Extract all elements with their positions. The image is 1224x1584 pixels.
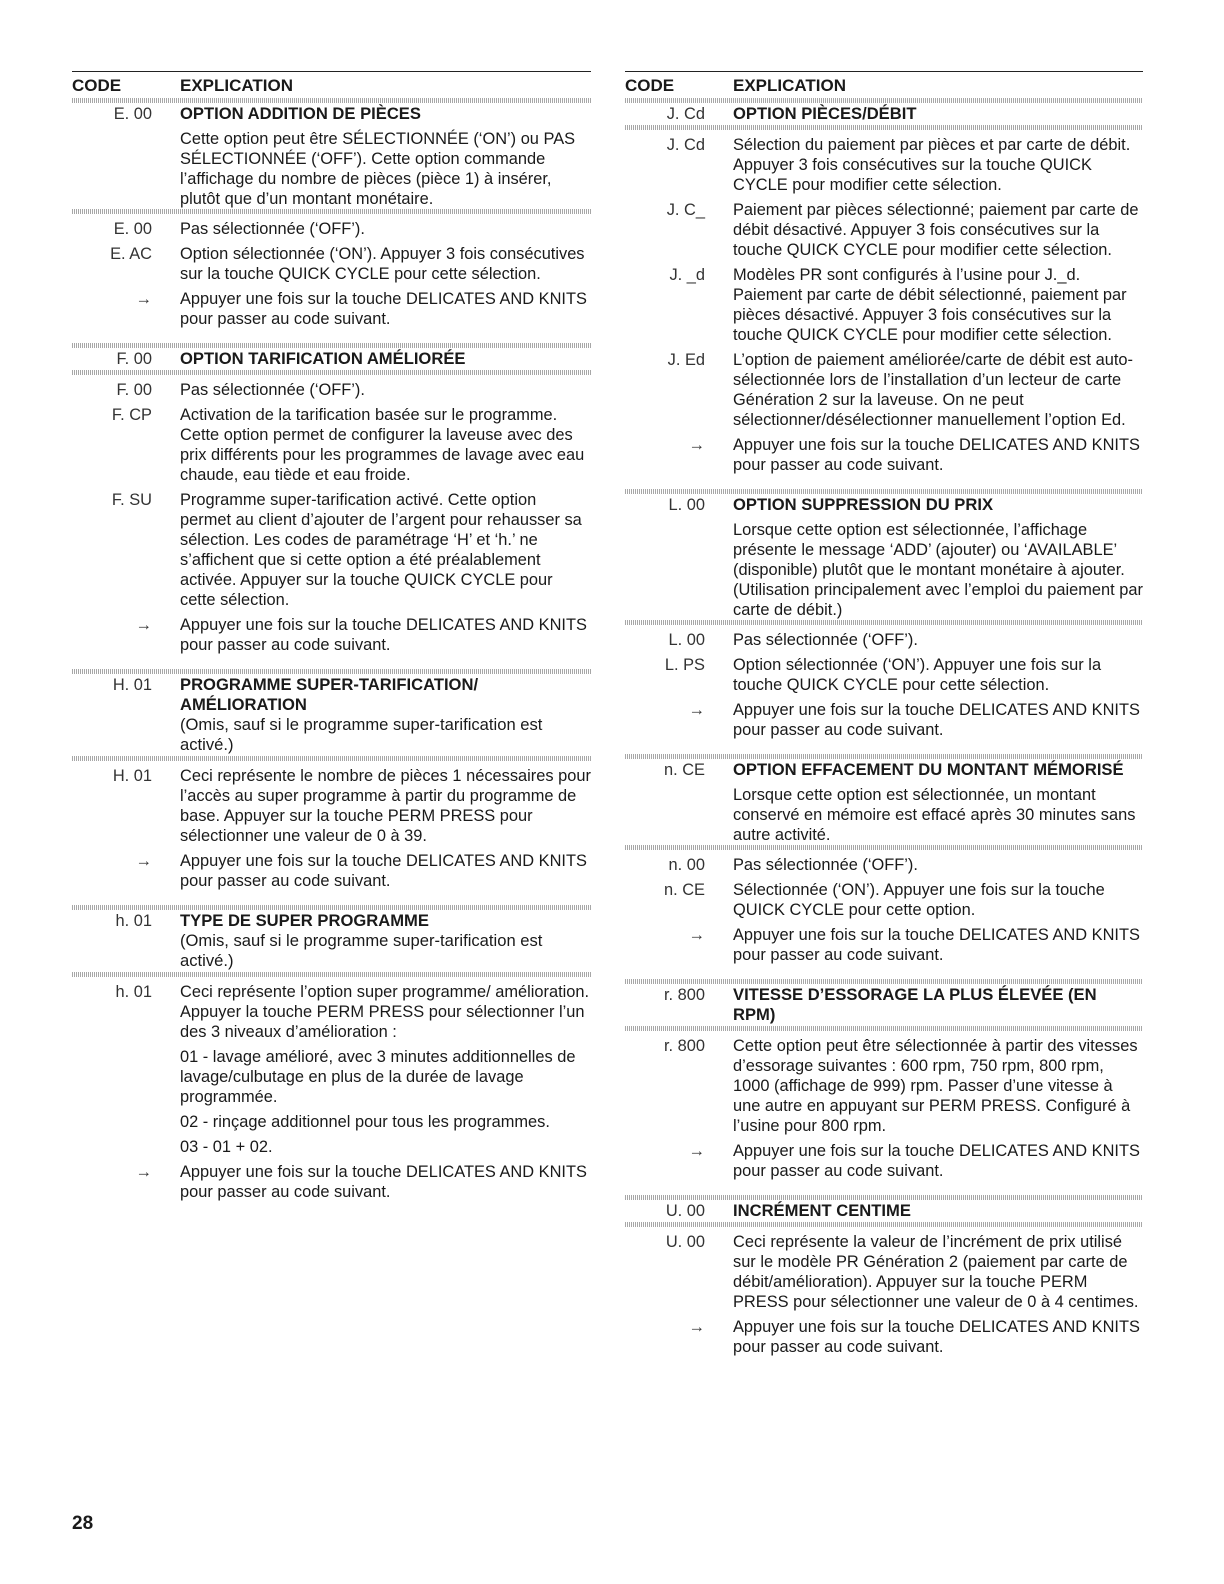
setting-code [72, 1137, 180, 1157]
divider [72, 370, 591, 375]
setting-row [72, 244, 591, 284]
code-section [625, 489, 1143, 740]
divider [72, 972, 591, 977]
setting-description: Appuyer une fois sur la touche DELICATES AND KNITS pour passer au code suivant. [733, 1318, 1140, 1356]
setting-code: H. 01 [112, 767, 152, 785]
setting-description: Option sélectionnée (‘ON’). Appuyer une fois sur la touche QUICK CYCLE pour cette sélection. [733, 656, 1102, 694]
section-code: n. CE [664, 761, 705, 779]
section-title-row [72, 910, 591, 972]
divider [625, 1222, 1143, 1227]
setting-row [72, 615, 591, 655]
code-column-header: CODE [72, 76, 122, 95]
setting-row [625, 630, 1143, 650]
code-column-header: CODE [625, 76, 675, 95]
setting-description: Pas sélectionnée (‘OFF’). [180, 220, 365, 238]
setting-description: Appuyer une fois sur la touche DELICATES AND KNITS pour passer au code suivant. [180, 290, 587, 328]
divider [625, 1026, 1143, 1031]
section-note: (Omis, sauf si le programme super-tarification est activé.) [180, 715, 543, 754]
setting-row [625, 1141, 1143, 1181]
setting-row [72, 380, 591, 400]
section-title-row [625, 494, 1143, 516]
setting-description: L’option de paiement améliorée/carte de débit est auto-sélectionnée lors de l’installation d’un lecteur de carte Génération 2 sur la laveuse. On ne peut sélectionner/désélectionner manuellement l’option Ed. [733, 351, 1134, 429]
setting-description: Activation de la tarification basée sur le programme. Cette option permet de configurer la laveuse avec des prix différents pour les programmes de lavage avec eau chaude, eau tiède et eau froide. [180, 406, 585, 484]
setting-row [72, 405, 591, 485]
setting-description: Ceci représente le nombre de pièces 1 nécessaires pour l’accès au super programme à partir du programme de base. Appuyer sur la touche PERM PRESS pour sélectionner une valeur de 0 à 39. [180, 767, 591, 845]
setting-row [625, 700, 1143, 740]
section-title-row [625, 1200, 1143, 1222]
section-title-cell [180, 104, 591, 124]
divider [625, 1195, 1143, 1200]
setting-row [72, 1137, 591, 1157]
section-title-row [625, 103, 1143, 125]
setting-row [625, 655, 1143, 695]
setting-description: Cette option peut être sélectionnée à partir des vitesses d’essorage suivantes : 600 rpm, 750 rpm, 800 rpm, 1000 (affichage de 999) rpm. Passer d’une vitesse à une autre en appuyant sur PERM PRESS. Configuré à l’usine pour 800 rpm. [733, 1037, 1138, 1135]
divider [625, 125, 1143, 130]
setting-row [72, 851, 591, 891]
empty-code-cell [72, 129, 180, 209]
setting-code: F. CP [111, 406, 152, 424]
setting-row [625, 880, 1143, 920]
setting-row [72, 982, 591, 1042]
section-title-cell [733, 985, 1143, 1025]
table-header [72, 71, 591, 98]
section-title-cell [733, 104, 1143, 124]
section-code: H. 01 [112, 676, 152, 694]
section-note: (Omis, sauf si le programme super-tarification est activé.) [180, 931, 543, 970]
setting-row [72, 1047, 591, 1107]
code-section [72, 905, 591, 1202]
setting-description: Pas sélectionnée (‘OFF’). [733, 631, 918, 649]
setting-row [625, 265, 1143, 345]
section-intro-row [72, 129, 591, 209]
divider [72, 756, 591, 761]
setting-description: Sélection du paiement par pièces et par carte de débit. Appuyer 3 fois consécutives sur la touche QUICK CYCLE pour modifier cette sélection. [733, 136, 1131, 194]
code-section [625, 1195, 1143, 1357]
explanation-column-header: EXPLICATION [733, 76, 847, 95]
section-code: h. 01 [115, 912, 152, 930]
setting-description: Appuyer une fois sur la touche DELICATES AND KNITS pour passer au code suivant. [733, 701, 1140, 739]
section-title: PROGRAMME SUPER-TARIFICATION/ AMÉLIORATION [180, 675, 479, 714]
divider [625, 489, 1143, 494]
arrow-icon: → [135, 616, 152, 634]
setting-description: Programme super-tarification activé. Cette option permet au client d’ajouter de l’argent pour rehausser sa sélection. Les codes de paramétrage ‘H’ et ‘h.’ ne s’affichent que si cette option a été préalablement activée. Appuyer sur la touche QUICK CYCLE pour cette sélection. [180, 491, 582, 609]
section-title: OPTION PIÈCES/DÉBIT [733, 104, 917, 123]
setting-description: Pas sélectionnée (‘OFF’). [733, 856, 918, 874]
divider [72, 98, 591, 103]
setting-row [625, 1232, 1143, 1312]
setting-description: 01 - lavage amélioré, avec 3 minutes additionnelles de lavage/culbutage en plus de la durée de lavage programmée. [180, 1048, 576, 1106]
section-title: INCRÉMENT CENTIME [733, 1201, 911, 1220]
divider [72, 669, 591, 674]
setting-description: Modèles PR sont configurés à l’usine pour J._d. Paiement par carte de débit sélectionné, paiement par pièces désactivé. Appuyer 3 fois consécutives sur la touche QUICK CYCLE pour modifier cette sélection. [733, 266, 1127, 344]
section-title-cell [180, 349, 591, 369]
setting-code: r. 800 [663, 1037, 705, 1055]
arrow-icon: → [688, 926, 705, 944]
setting-row [625, 855, 1143, 875]
arrow-icon: → [688, 436, 705, 454]
section-title-row [625, 984, 1143, 1026]
setting-code: F. 00 [116, 381, 152, 399]
section-title-cell [180, 911, 591, 971]
right-column [625, 71, 1143, 1371]
arrow-icon: → [135, 290, 152, 308]
divider [625, 845, 1143, 850]
section-code: J. Cd [666, 105, 705, 123]
setting-description: Appuyer une fois sur la touche DELICATES AND KNITS pour passer au code suivant. [180, 1163, 587, 1201]
setting-description: 03 - 01 + 02. [180, 1138, 273, 1156]
section-code: E. 00 [113, 105, 152, 123]
empty-code-cell [625, 520, 733, 620]
section-title: VITESSE D’ESSORAGE LA PLUS ÉLEVÉE (EN RPM) [733, 985, 1097, 1024]
setting-description: Ceci représente la valeur de l’incrément de prix utilisé sur le modèle PR Génération 2 (paiement par carte de débit/amélioration). Appuyer sur la touche PERM PRESS pour sélectionner une valeur de 0 à 4 centimes. [733, 1233, 1139, 1311]
section-title-row [625, 759, 1143, 781]
section-intro-row [625, 785, 1143, 845]
code-section [625, 754, 1143, 965]
setting-code: J. Cd [666, 136, 705, 154]
setting-code [72, 1047, 180, 1107]
section-title-cell [733, 1201, 1143, 1221]
setting-description: Paiement par pièces sélectionné; paiement par carte de débit désactivé. Appuyer 3 fois consécutives sur la touche QUICK CYCLE pour modifier cette sélection. [733, 201, 1139, 259]
setting-description: Pas sélectionnée (‘OFF’). [180, 381, 365, 399]
section-intro: Cette option peut être SÉLECTIONNÉE (‘ON’) ou PAS SÉLECTIONNÉE (‘OFF’). Cette option commande l’affichage du nombre de pièces (pièce 1) à insérer, plutôt que d’un montant monétaire. [180, 130, 576, 208]
table-header [625, 71, 1143, 98]
arrow-icon: → [135, 852, 152, 870]
setting-row [625, 1036, 1143, 1136]
section-intro: Lorsque cette option est sélectionnée, l’affichage présente le message ‘ADD’ (ajouter) ou ‘AVAILABLE’ (disponible) plutôt que le montant monétaire à ajouter. (Utilisation principalement avec l’emploi du paiement par carte de débit.) [733, 521, 1143, 619]
setting-row [625, 925, 1143, 965]
section-code: F. 00 [116, 350, 152, 368]
setting-code: L. PS [664, 656, 705, 674]
setting-row [625, 200, 1143, 260]
setting-code: L. 00 [668, 631, 705, 649]
setting-code: J. _d [669, 266, 705, 284]
setting-description: Appuyer une fois sur la touche DELICATES AND KNITS pour passer au code suivant. [180, 616, 587, 654]
explanation-column-header: EXPLICATION [180, 76, 294, 95]
setting-code: J. C_ [666, 201, 705, 219]
divider [625, 979, 1143, 984]
setting-row [625, 435, 1143, 475]
divider [72, 343, 591, 348]
divider [625, 754, 1143, 759]
section-title: OPTION TARIFICATION AMÉLIORÉE [180, 349, 466, 368]
arrow-icon: → [688, 701, 705, 719]
setting-code: J. Ed [667, 351, 705, 369]
section-title-row [72, 348, 591, 370]
section-intro: Lorsque cette option est sélectionnée, un montant conservé en mémoire est effacé après 30 minutes sans autre activité. [733, 786, 1136, 844]
arrow-icon: → [135, 1163, 152, 1181]
setting-code: F. SU [111, 491, 152, 509]
setting-description: Option sélectionnée (‘ON’). Appuyer 3 fois consécutives sur la touche QUICK CYCLE pour cette sélection. [180, 245, 585, 283]
section-title-cell [733, 495, 1143, 515]
arrow-icon: → [688, 1318, 705, 1336]
divider [625, 98, 1143, 103]
setting-row [72, 766, 591, 846]
setting-description: 02 - rinçage additionnel pour tous les programmes. [180, 1113, 550, 1131]
divider [625, 620, 1143, 625]
setting-code: n. CE [664, 881, 705, 899]
section-title: OPTION ADDITION DE PIÈCES [180, 104, 421, 123]
section-title: OPTION SUPPRESSION DU PRIX [733, 495, 994, 514]
arrow-icon: → [688, 1142, 705, 1160]
setting-description: Appuyer une fois sur la touche DELICATES AND KNITS pour passer au code suivant. [733, 926, 1140, 964]
code-section [625, 979, 1143, 1181]
setting-code: n. 00 [668, 856, 705, 874]
section-code: U. 00 [665, 1202, 705, 1220]
setting-row [72, 490, 591, 610]
empty-code-cell [625, 785, 733, 845]
divider [72, 209, 591, 214]
code-section [72, 98, 591, 329]
setting-code: E. AC [110, 245, 152, 263]
left-column [72, 71, 591, 1216]
setting-description: Appuyer une fois sur la touche DELICATES AND KNITS pour passer au code suivant. [733, 1142, 1140, 1180]
setting-description: Sélectionnée (‘ON’). Appuyer une fois sur la touche QUICK CYCLE pour cette option. [733, 881, 1105, 919]
setting-row [72, 1112, 591, 1132]
setting-code [72, 1112, 180, 1132]
setting-row [625, 135, 1143, 195]
setting-description: Appuyer une fois sur la touche DELICATES AND KNITS pour passer au code suivant. [733, 436, 1140, 474]
page-number: 28 [72, 1513, 94, 1534]
setting-row [625, 1317, 1143, 1357]
section-code: r. 800 [663, 986, 705, 1004]
section-title: TYPE DE SUPER PROGRAMME [180, 911, 429, 930]
section-title-cell [180, 675, 591, 755]
section-title-row [72, 674, 591, 756]
setting-row [72, 219, 591, 239]
setting-code: h. 01 [115, 983, 152, 1001]
setting-code: U. 00 [665, 1233, 705, 1251]
section-title-row [72, 103, 591, 125]
setting-code: E. 00 [113, 220, 152, 238]
setting-row [625, 350, 1143, 430]
section-title-cell [733, 760, 1143, 780]
section-title: OPTION EFFACEMENT DU MONTANT MÉMORISÉ [733, 760, 1124, 779]
code-section [72, 669, 591, 891]
setting-description: Ceci représente l’option super programme/ amélioration. Appuyer la touche PERM PRESS pour sélectionner l’un des 3 niveaux d’amélioration : [180, 983, 590, 1041]
setting-row [72, 1162, 591, 1202]
section-intro-row [625, 520, 1143, 620]
divider [72, 905, 591, 910]
setting-row [72, 289, 591, 329]
section-code: L. 00 [668, 496, 705, 514]
code-section [72, 343, 591, 655]
setting-description: Appuyer une fois sur la touche DELICATES AND KNITS pour passer au code suivant. [180, 852, 587, 890]
code-section [625, 98, 1143, 475]
